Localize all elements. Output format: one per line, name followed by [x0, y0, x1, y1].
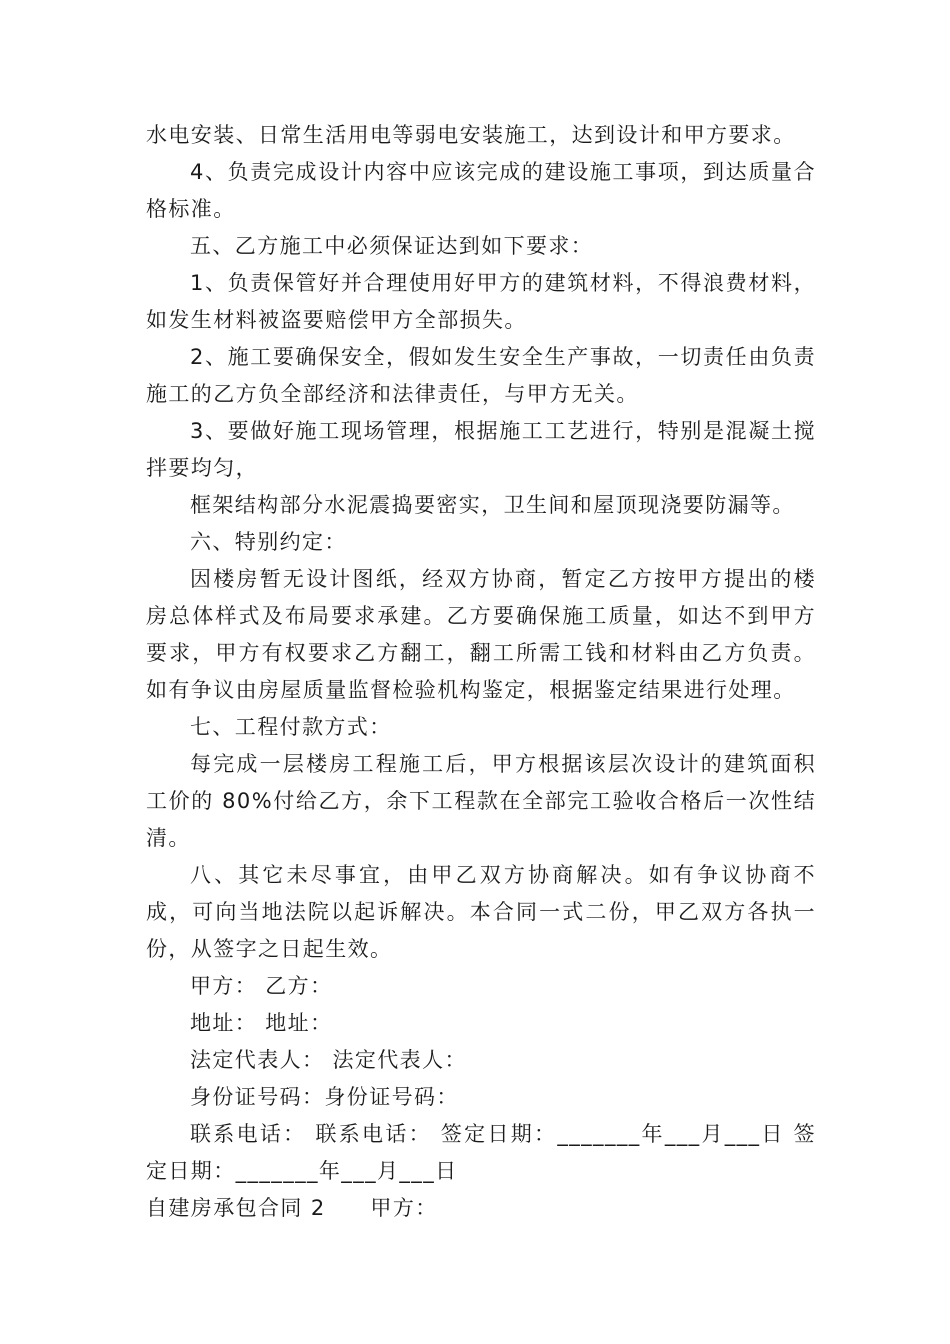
paragraph: 2、施工要确保安全，假如发生安全生产事故，一切责任由负责施工的乙方负全部经济和法律责任，与甲方无关。	[146, 345, 816, 406]
next-contract-title: 自建房承包合同 2 甲方：	[146, 1196, 438, 1220]
paragraph: 八、其它未尽事宜，由甲乙双方协商解决。如有争议协商不成，可向当地法院以起诉解决。本合同一式二份，甲乙双方各执一份，从签字之日起生效。	[146, 863, 816, 961]
paragraph: 1、负责保管好并合理使用好甲方的建筑材料，不得浪费材料，如发生材料被盗要赔偿甲方全部损失。	[146, 271, 816, 332]
document-page	[146, 117, 816, 1227]
section-heading: 七、工程付款方式：	[190, 715, 392, 739]
paragraph: 因楼房暂无设计图纸，经双方协商，暂定乙方按甲方提出的楼房总体样式及布局要求承建。乙方要确保施工质量，如达不到甲方要求，甲方有权要求乙方翻工，翻工所需工钱和材料由乙方负责。如有争议由房屋质量监督检验机构鉴定，根据鉴定结果进行处理。	[146, 567, 816, 702]
signature-line-phone-date: 联系电话： 联系电话： 签定日期：_______年___月___日 签定日期：_______年___月___日	[146, 1122, 816, 1183]
paragraph: 水电安装、日常生活用电等弱电安装施工，达到设计和甲方要求。	[146, 123, 796, 147]
paragraph: 4、负责完成设计内容中应该完成的建设施工事项，到达质量合格标准。	[146, 160, 816, 221]
signature-line-id: 身份证号码：身份证号码：	[190, 1085, 459, 1109]
signature-line-address: 地址： 地址：	[190, 1011, 333, 1035]
paragraph: 框架结构部分水泥震捣要密实，卫生间和屋顶现浇要防漏等。	[190, 493, 795, 517]
section-heading: 五、乙方施工中必须保证达到如下要求：	[190, 234, 594, 258]
paragraph: 每完成一层楼房工程施工后，甲方根据该层次设计的建筑面积工价的 80%付给乙方，余下工程款在全部完工验收合格后一次性结清。	[146, 752, 816, 850]
paragraph: 3、要做好施工现场管理，根据施工工艺进行，特别是混凝土搅拌要均匀，	[146, 419, 816, 480]
signature-line-representative: 法定代表人： 法定代表人：	[190, 1048, 467, 1072]
section-heading: 六、特别约定：	[190, 530, 347, 554]
signature-line-party: 甲方： 乙方：	[190, 974, 333, 998]
